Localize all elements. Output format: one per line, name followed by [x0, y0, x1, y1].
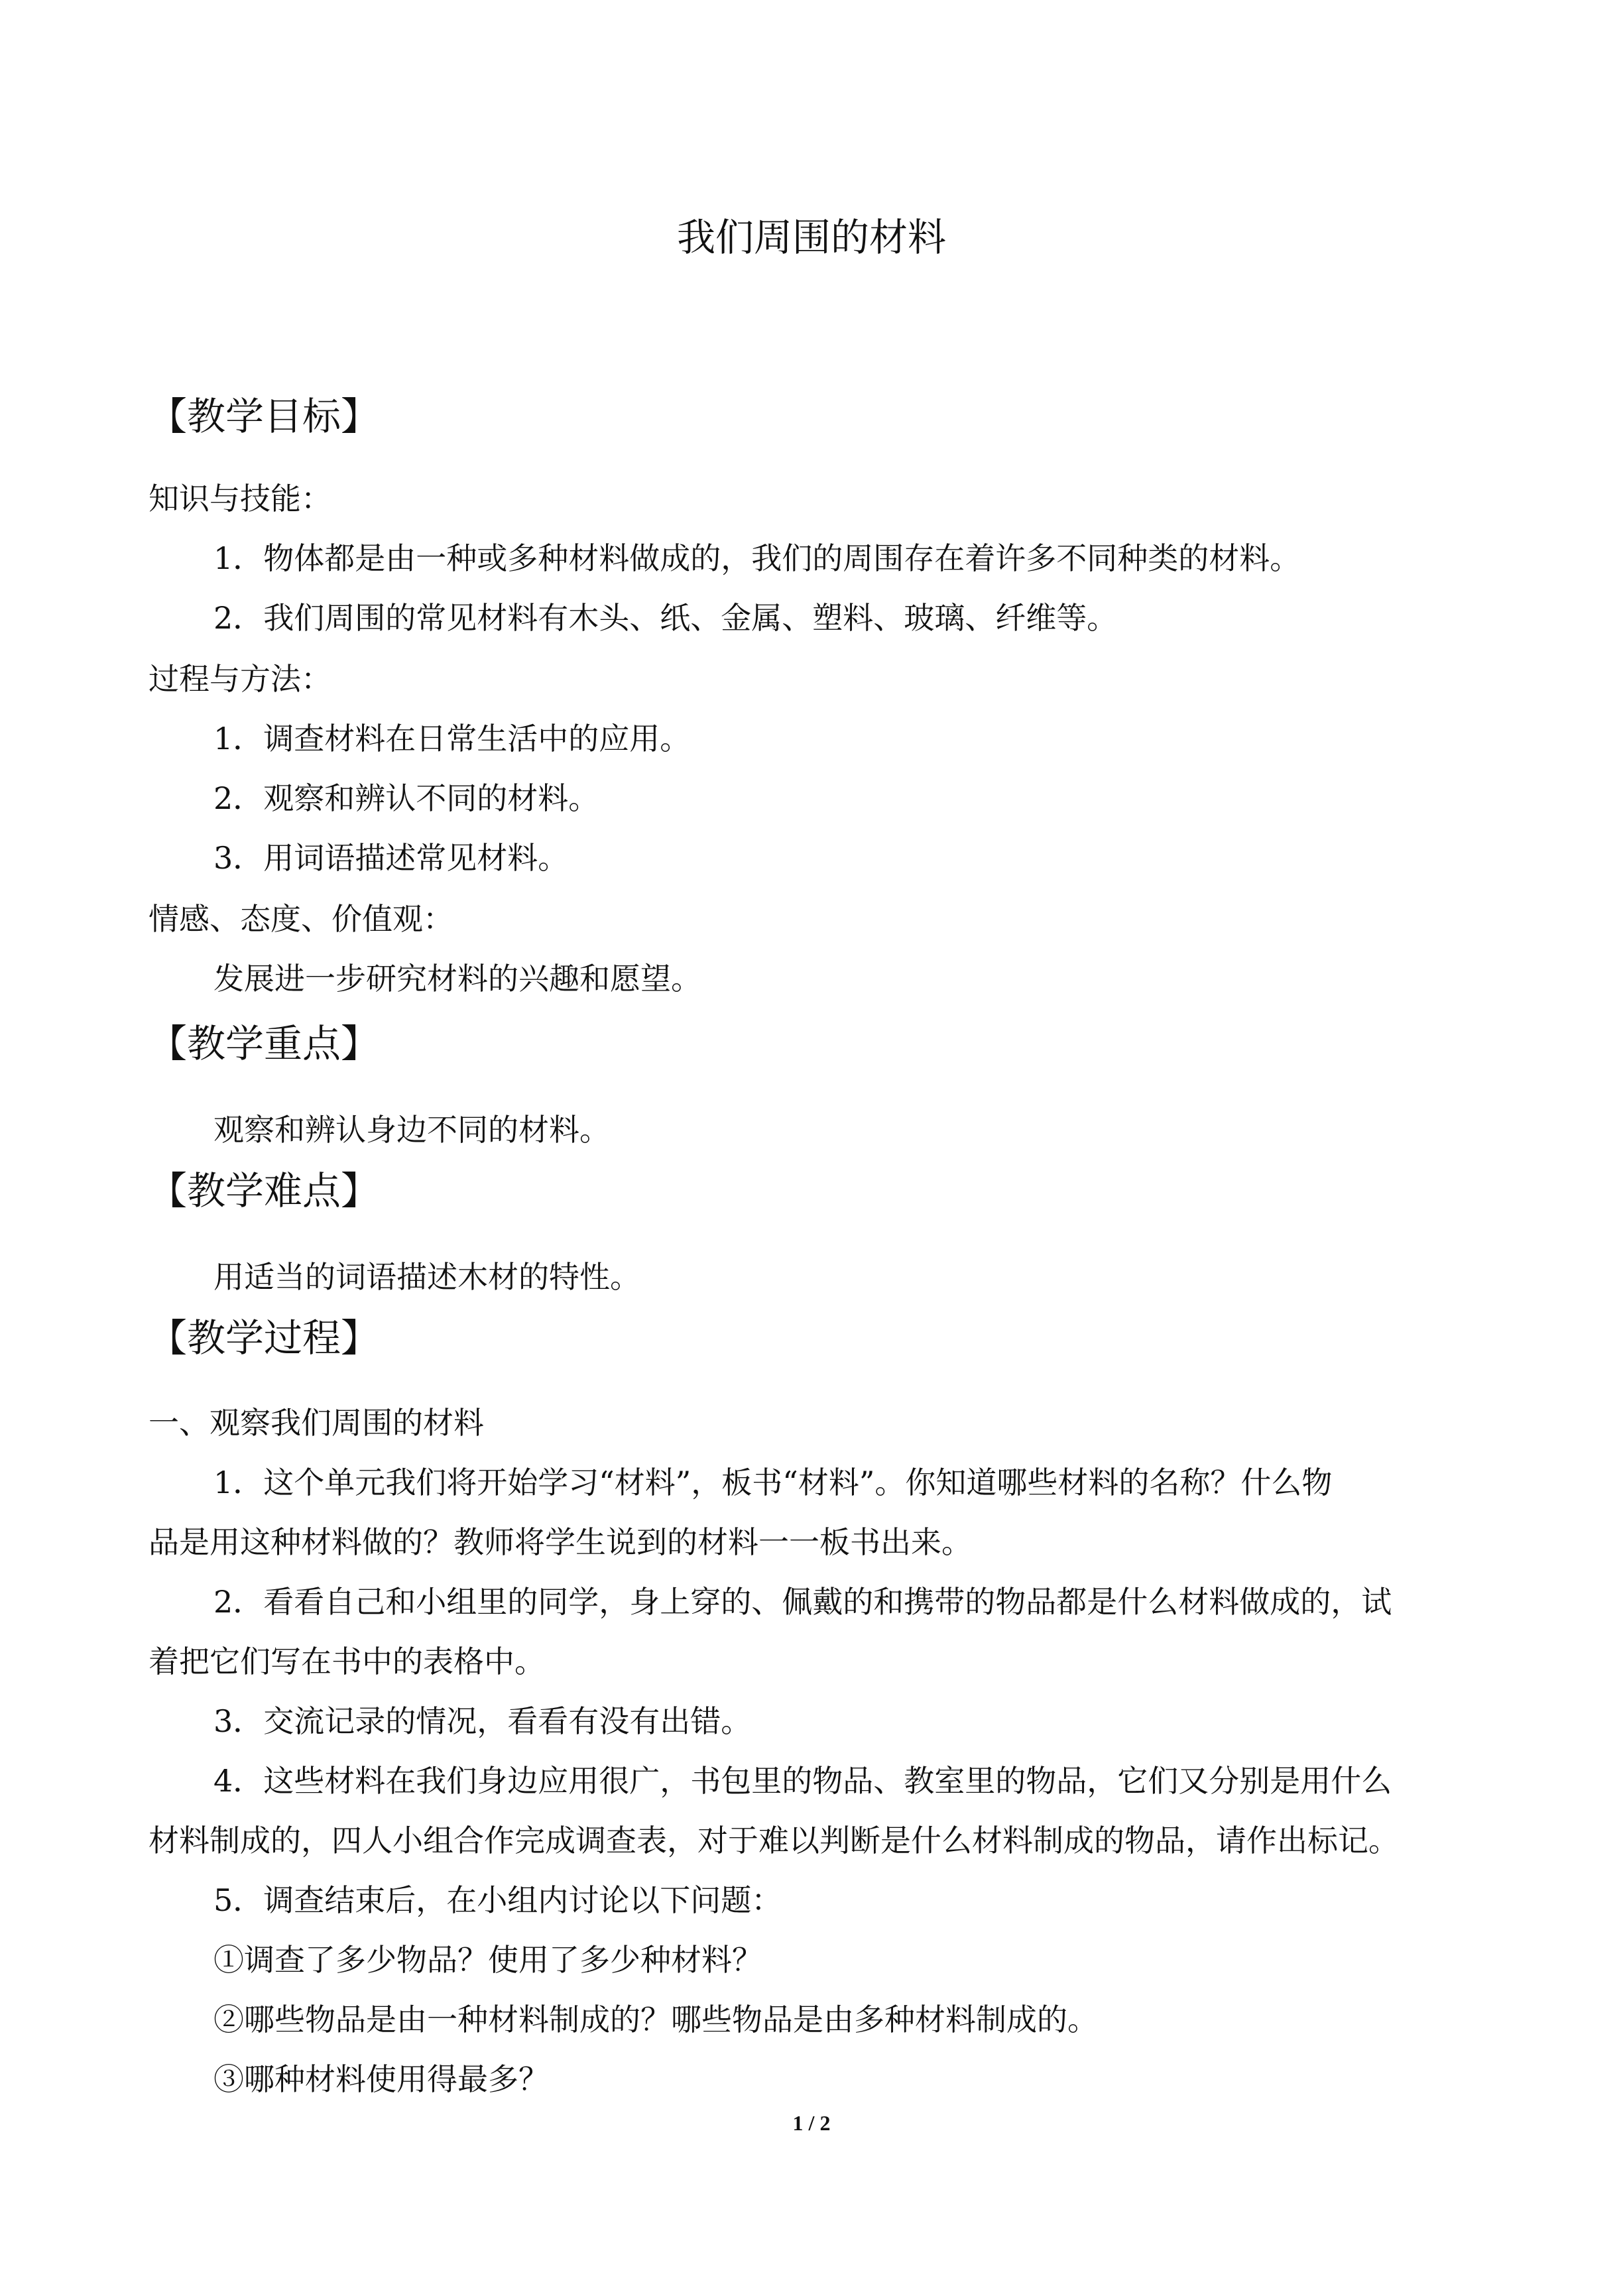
procedure-p1-line2: 品是用这种材料做的？教师将学生说到的材料一一板书出来。	[149, 1524, 972, 1560]
process-item-3: 3．用词语描述常见材料。	[213, 840, 569, 876]
key-point-text: 观察和辨认身边不同的材料。	[213, 1112, 610, 1148]
procedure-p5: 5．调查结束后，在小组内讨论以下问题：	[213, 1882, 782, 1918]
process-label: 过程与方法：	[149, 661, 331, 697]
attitude-item-1: 发展进一步研究材料的兴趣和愿望。	[213, 961, 701, 997]
procedure-question-1: ①调查了多少物品？使用了多少种材料？	[213, 1942, 762, 1978]
knowledge-label: 知识与技能：	[149, 481, 331, 516]
page-number: 1 / 2	[792, 2111, 831, 2135]
knowledge-item-1: 1．物体都是由一种或多种材料做成的，我们的周围存在着许多不同种类的材料。	[213, 540, 1301, 576]
document-title: 我们周围的材料	[676, 215, 946, 260]
procedure-question-2: ②哪些物品是由一种材料制成的？哪些物品是由多种材料制成的。	[213, 2002, 1098, 2037]
procedure-p4-line2: 材料制成的，四人小组合作完成调查表，对于难以判断是什么材料制成的物品，请作出标记。	[149, 1823, 1399, 1858]
procedure-question-3: ③哪种材料使用得最多？	[213, 2061, 549, 2097]
difficulty-text: 用适当的词语描述木材的特性。	[213, 1259, 640, 1295]
key-point-heading: 【教学重点】	[149, 1021, 380, 1066]
knowledge-item-2: 2．我们周围的常见材料有木头、纸、金属、塑料、玻璃、纤维等。	[213, 600, 1118, 636]
procedure-part1-label: 一、观察我们周围的材料	[149, 1405, 484, 1441]
procedure-p3: 3．交流记录的情况，看看有没有出错。	[213, 1703, 752, 1739]
attitude-label: 情感、态度、价值观：	[149, 901, 453, 937]
objectives-heading: 【教学目标】	[149, 394, 380, 439]
process-item-1: 1．调查材料在日常生活中的应用。	[213, 721, 691, 756]
difficulty-heading: 【教学难点】	[149, 1168, 380, 1213]
process-item-2: 2．观察和辨认不同的材料。	[213, 780, 599, 816]
procedure-p1-line1: 1．这个单元我们将开始学习“材料”，板书“材料”。你知道哪些材料的名称？什么物	[213, 1465, 1333, 1500]
procedure-heading: 【教学过程】	[149, 1315, 380, 1360]
procedure-p2-line2: 着把它们写在书中的表格中。	[149, 1644, 545, 1679]
procedure-p4-line1: 4．这些材料在我们身边应用很广，书包里的物品、教室里的物品，它们又分别是用什么	[213, 1763, 1392, 1799]
procedure-p2-line1: 2．看看自己和小组里的同学，身上穿的、佩戴的和携带的物品都是什么材料做成的，试	[213, 1584, 1392, 1620]
